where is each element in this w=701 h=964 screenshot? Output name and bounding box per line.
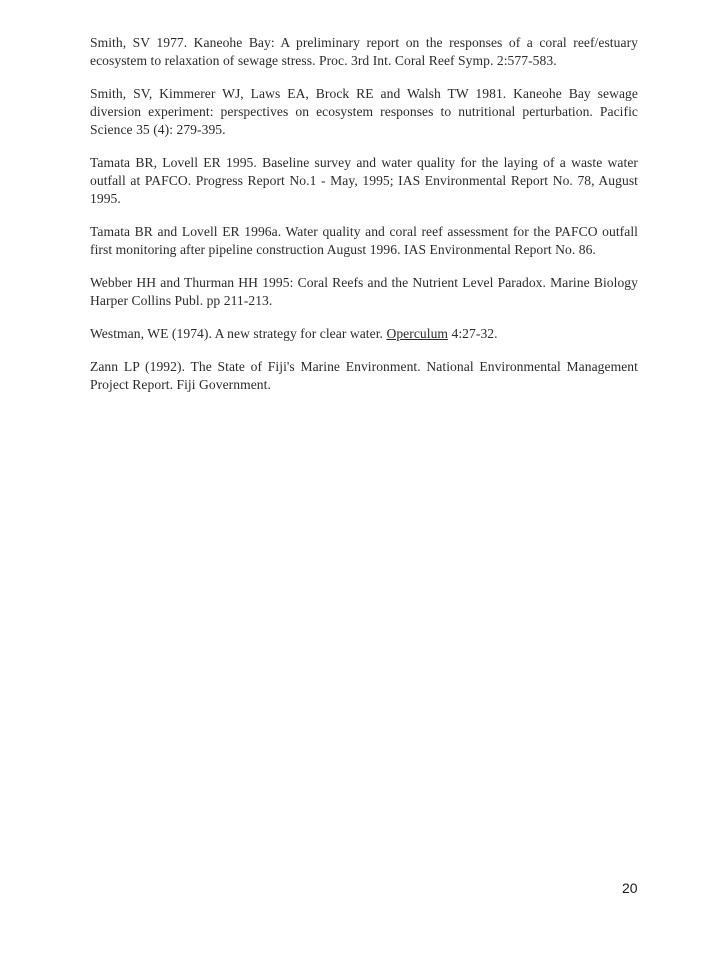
- reference-entry: Smith, SV 1977. Kaneohe Bay: A preliminary report on the responses of a coral reef/estuary ecosystem to relaxation of sewage stress. Proc. 3rd Int. Coral Reef Symp. 2:577-583.: [90, 35, 638, 68]
- references-list: [90, 34, 638, 409]
- reference-entry: Tamata BR and Lovell ER 1996a. Water quality and coral reef assessment for the PAFCO outfall first monitoring after pipeline construction August 1996. IAS Environmental Report No. 86.: [90, 224, 638, 257]
- journal-title: Operculum: [386, 326, 449, 341]
- page-number: 20: [622, 880, 638, 896]
- reference-text: 4:27-32.: [448, 326, 498, 341]
- reference-entry: Smith, SV, Kimmerer WJ, Laws EA, Brock RE and Walsh TW 1981. Kaneohe Bay sewage diversion experiment: perspectives on ecosystem responses to nutritional perturbation. Pacific Science 35 (4): 279-395.: [90, 86, 638, 137]
- reference-entry: Tamata BR, Lovell ER 1995. Baseline survey and water quality for the laying of a waste water outfall at PAFCO. Progress Report No.1 - May, 1995; IAS Environmental Report No. 78, August 1995.: [90, 155, 638, 206]
- reference-text: Westman, WE (1974). A new strategy for clear water.: [90, 326, 387, 341]
- reference-entry: [90, 325, 638, 343]
- reference-entry: Webber HH and Thurman HH 1995: Coral Reefs and the Nutrient Level Paradox. Marine Biology Harper Collins Publ. pp 211-213.: [90, 275, 638, 308]
- reference-entry: Zann LP (1992). The State of Fiji's Marine Environment. National Environmental Management Project Report. Fiji Government.: [90, 359, 638, 392]
